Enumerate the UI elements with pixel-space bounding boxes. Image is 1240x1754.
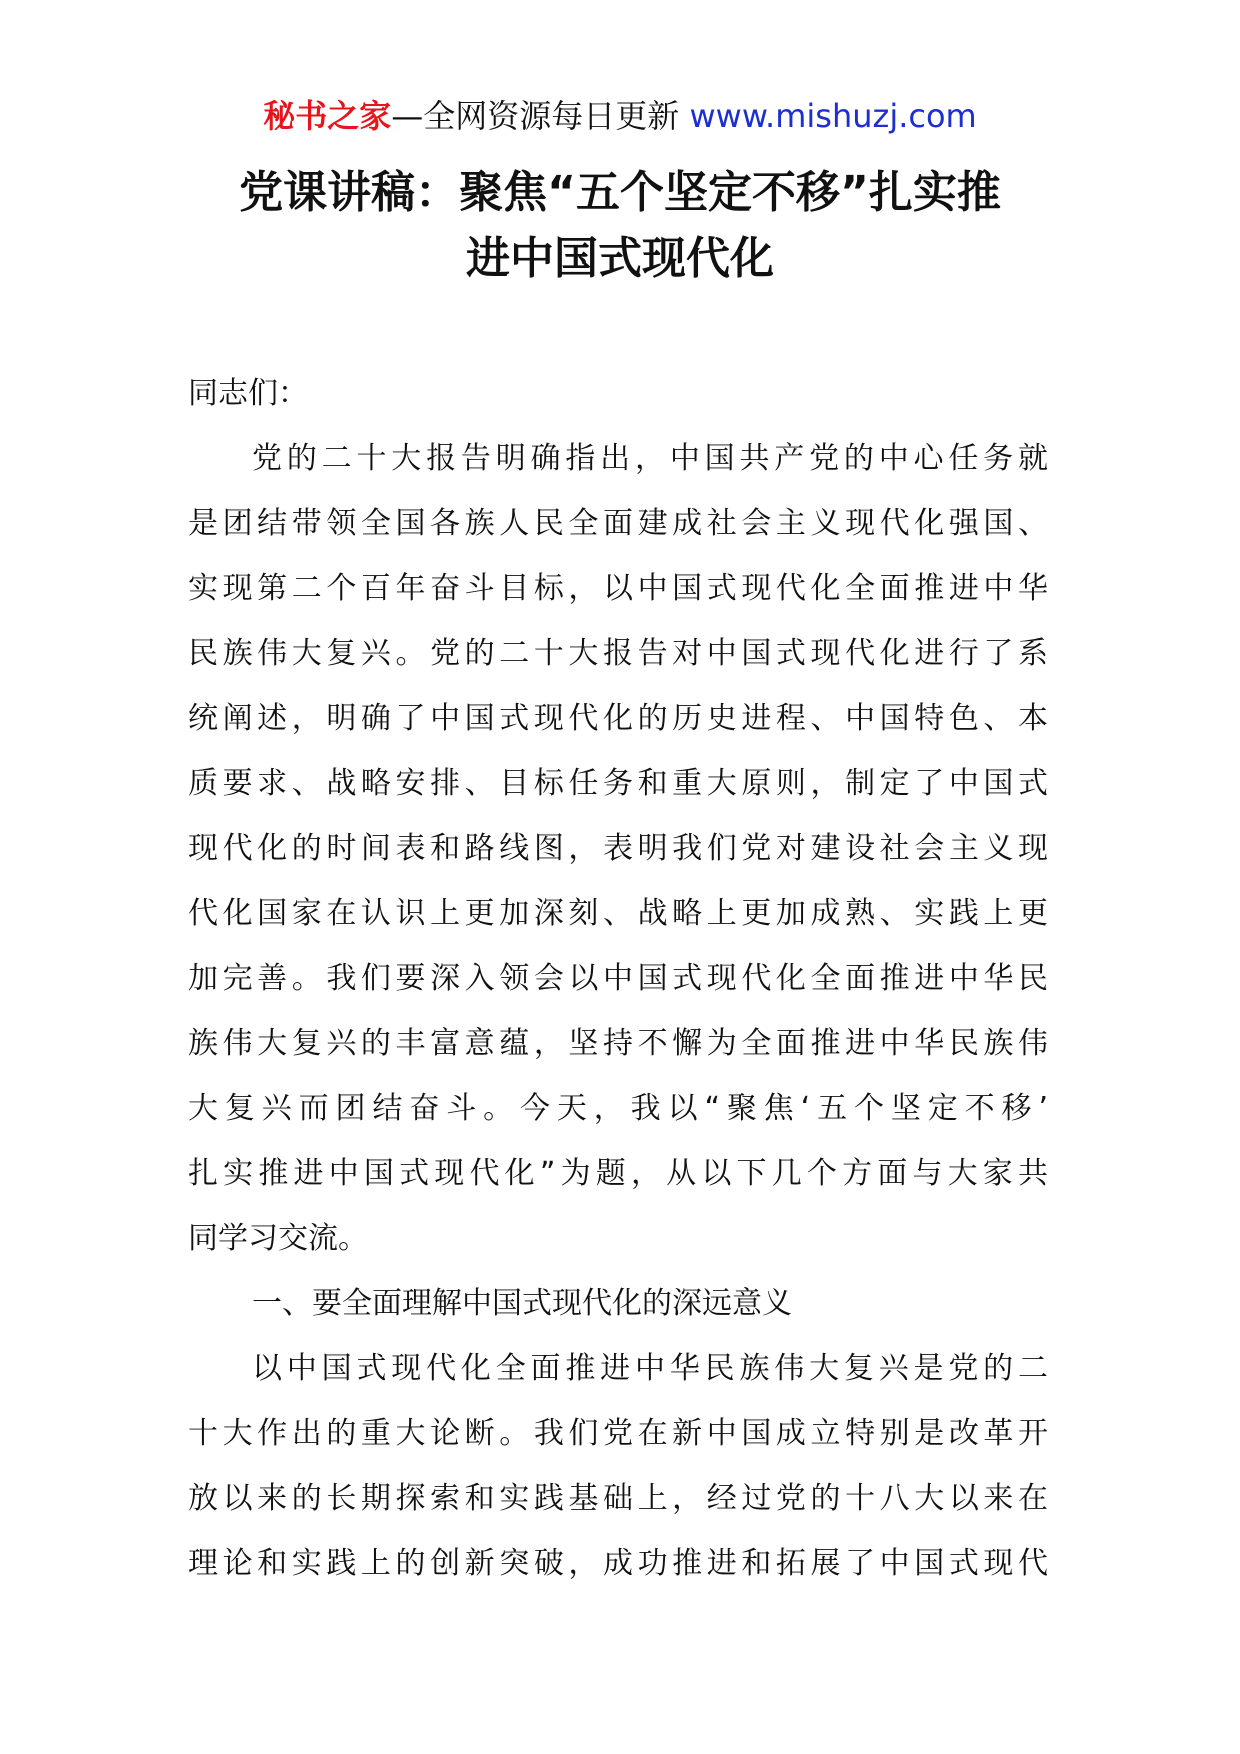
paragraph-line: 以中国式现代化全面推进中华民族伟大复兴是党的二 bbox=[252, 1351, 1048, 1386]
title-line-1: 党课讲稿：聚焦“五个坚定不移”扎实推 bbox=[239, 167, 1001, 218]
site-header bbox=[0, 96, 1240, 136]
paragraph-line: 统阐述，明确了中国式现代化的历史进程、中国特色、本 bbox=[188, 701, 1048, 736]
paragraph-line: 是团结带领全国各族人民全面建成社会主义现代化强国、 bbox=[188, 506, 1048, 541]
paragraph-line: 扎实推进中国式现代化”为题，从以下几个方面与大家共 bbox=[188, 1156, 1048, 1191]
paragraph-line: 同学习交流。 bbox=[188, 1221, 368, 1256]
paragraph-line: 理论和实践上的创新突破，成功推进和拓展了中国式现代 bbox=[188, 1546, 1048, 1581]
header-tagline: —全网资源每日更新 bbox=[391, 97, 680, 135]
paragraph-line: 现代化的时间表和路线图，表明我们党对建设社会主义现 bbox=[188, 831, 1048, 866]
paragraph-line: 实现第二个百年奋斗目标，以中国式现代化全面推进中华 bbox=[188, 571, 1048, 606]
section-heading-1: 一、要全面理解中国式现代化的深远意义 bbox=[252, 1286, 792, 1321]
salutation: 同志们： bbox=[188, 376, 308, 411]
paragraph-line: 民族伟大复兴。党的二十大报告对中国式现代化进行了系 bbox=[188, 636, 1048, 671]
paragraph-line: 十大作出的重大论断。我们党在新中国成立特别是改革开 bbox=[188, 1416, 1048, 1451]
paragraph-line: 党的二十大报告明确指出，中国共产党的中心任务就 bbox=[252, 441, 1048, 476]
brand-name: 秘书之家 bbox=[263, 97, 392, 135]
paragraph-line: 质要求、战略安排、目标任务和重大原则，制定了中国式 bbox=[188, 766, 1048, 801]
title-line-2: 进中国式现代化 bbox=[466, 233, 774, 284]
site-url[interactable]: www.mishuzj.com bbox=[679, 97, 977, 135]
paragraph-line: 代化国家在认识上更加深刻、战略上更加成熟、实践上更 bbox=[188, 896, 1048, 931]
document-body bbox=[188, 361, 1048, 1596]
document-title bbox=[150, 160, 1090, 292]
paragraph-section-1 bbox=[188, 1336, 1048, 1596]
paragraph-line: 族伟大复兴的丰富意蕴，坚持不懈为全面推进中华民族伟 bbox=[188, 1026, 1048, 1061]
paragraph-line: 放以来的长期探索和实践基础上，经过党的十八大以来在 bbox=[188, 1481, 1048, 1516]
paragraph-intro bbox=[188, 426, 1048, 1271]
paragraph-line: 加完善。我们要深入领会以中国式现代化全面推进中华民 bbox=[188, 961, 1048, 996]
paragraph-line: 大复兴而团结奋斗。今天，我以“聚焦‘五个坚定不移’ bbox=[188, 1091, 1048, 1126]
